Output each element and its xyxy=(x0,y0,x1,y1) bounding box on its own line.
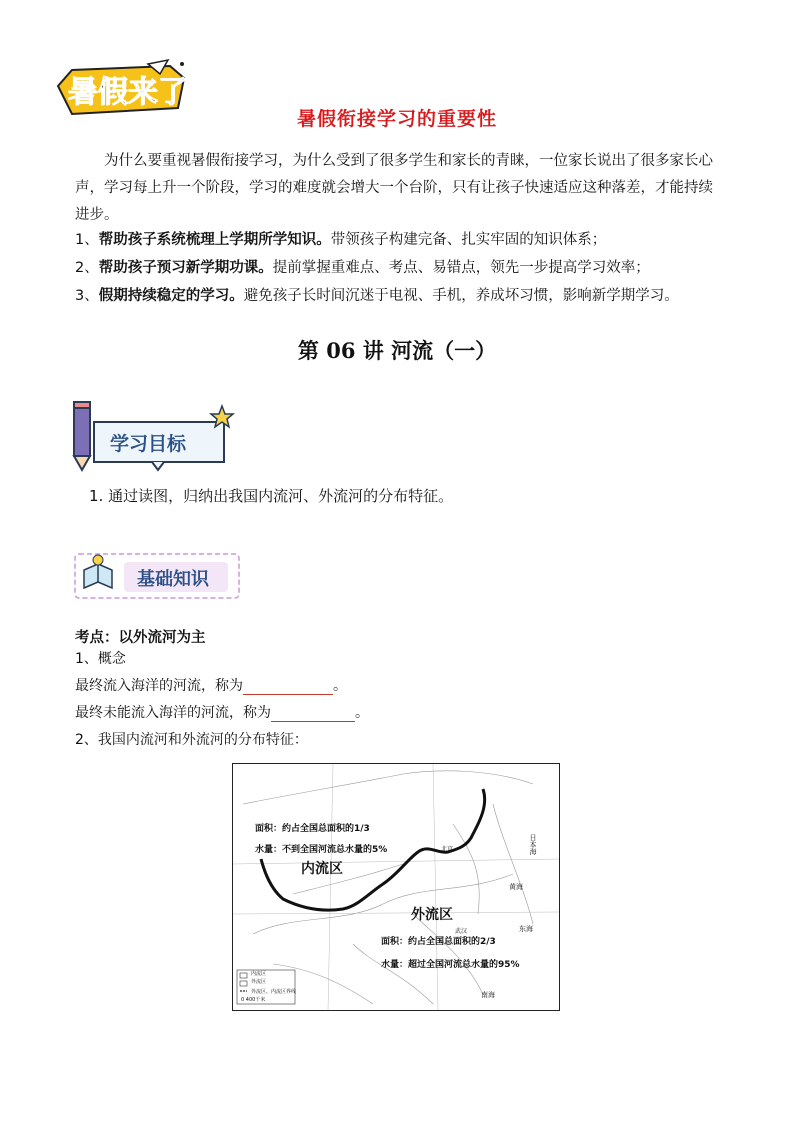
blank-1[interactable] xyxy=(243,680,333,695)
logo-text: 暑假来了 xyxy=(68,75,188,110)
objectives-banner xyxy=(72,400,242,470)
basics-label: 基础知识 xyxy=(137,569,209,590)
concept-line-2: 最终未能流入海洋的河流，称为 。 xyxy=(75,705,369,721)
scale-label: 0 400千米 xyxy=(241,997,266,1003)
point-3: 3、假期持续稳定的学习。避免孩子长时间沉迷于电视、手机，养成坏习惯，影响新学期学习。 xyxy=(75,288,679,304)
lecture-title: 第 06 讲 河流（一） xyxy=(297,338,497,363)
blank-2[interactable] xyxy=(271,707,355,722)
point-2: 2、帮助孩子预习新学期功课。提前掌握重难点、考点、易错点，领先一步提高学习效率； xyxy=(75,260,650,276)
place-east-sea: 东海 xyxy=(519,925,533,933)
objective-item: 1. 通过读图，归纳出我国内流河、外流河的分布特征。 xyxy=(89,487,454,505)
place-beijing: 北京 xyxy=(441,846,454,853)
intro-paragraph: 为什么要重视暑假衔接学习，为什么受到了很多学生和家长的青睐，一位家长说出了很多家长心声，学习每上升一个阶段，学习的难度就会增大一个台阶，只有让孩子快速适应这种落差，才能持续进步。 xyxy=(75,153,713,223)
outer-region-label: 外流区 xyxy=(411,907,453,923)
place-yellow-sea: 黄海 xyxy=(509,883,523,891)
concept-line-1: 最终流入海洋的河流，称为 。 xyxy=(75,678,347,694)
inner-area-label: 面积：约占全国总面积的1/3 xyxy=(255,824,370,834)
objectives-label: 学习目标 xyxy=(110,433,187,455)
inner-region-label: 内流区 xyxy=(301,861,343,877)
inner-water-label: 水量：不到全国河流总水量的5% xyxy=(255,845,388,855)
place-wuhan: 武汉 xyxy=(455,928,468,935)
place-sea-japan: 日本海 xyxy=(529,834,537,855)
pencil-icon xyxy=(74,402,90,470)
basics-banner xyxy=(72,548,242,604)
river-distribution-map xyxy=(232,763,560,1011)
outer-area-label: 面积：约占全国总面积的2/3 xyxy=(381,937,496,947)
concept-heading: 1、概念 xyxy=(75,651,126,667)
place-south-sea: 南海 xyxy=(481,991,495,999)
page-title: 暑假衔接学习的重要性 xyxy=(296,108,497,130)
outer-water-label: 水量：超过全国河流总水量的95% xyxy=(381,960,520,970)
kaodian-heading: 考点：以外流河为主 xyxy=(75,630,206,646)
point-1: 1、帮助孩子系统梳理上学期所学知识。带领孩子构建完备、扎实牢固的知识体系； xyxy=(75,232,607,248)
legend-outer: 外流区 xyxy=(251,979,267,985)
distribution-heading: 2、我国内流河和外流河的分布特征： xyxy=(75,732,308,748)
legend-inner: 内流区 xyxy=(251,971,267,977)
legend-boundary: 外流区、内流区界线 xyxy=(251,989,297,995)
